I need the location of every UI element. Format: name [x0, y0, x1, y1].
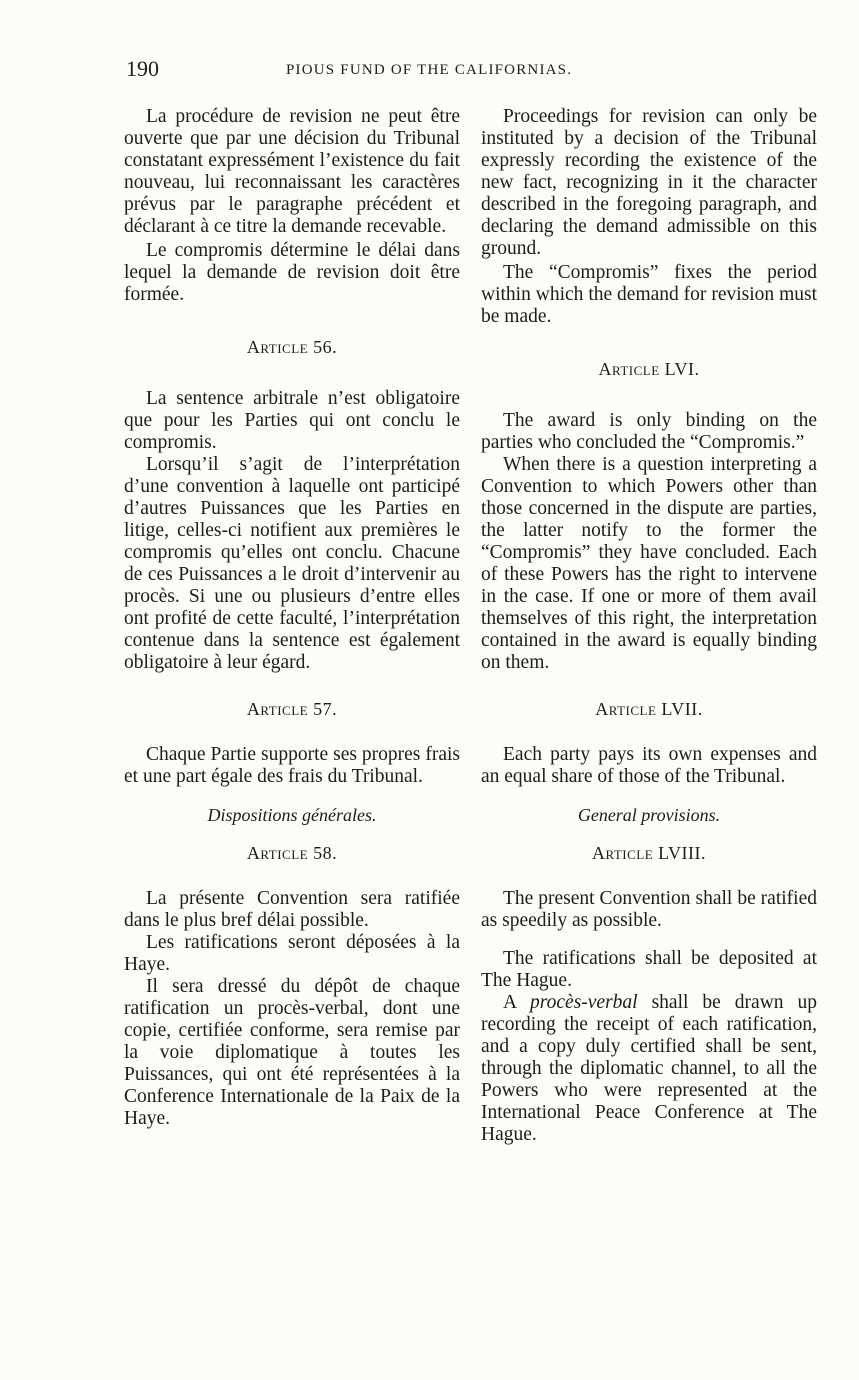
paragraph: La présente Convention sera ratifiée dans le plus bref délai possible. [124, 888, 460, 931]
article-heading: Article LVII. [595, 699, 703, 719]
paragraph: Proceedings for revision can only be instituted by a decision of the Tribunal expressly recording the existence of the new fact, recognizing in it the character described in the foregoing paragraph, and declaring the demand admissible on this ground. [481, 106, 817, 259]
paragraph: Le compromis détermine le délai dans lequel la demande de revision doit être formée. [124, 240, 460, 305]
paragraph: La sentence arbitrale n’est obligatoire que pour les Parties qui ont conclu le compromis. [124, 388, 460, 453]
text-span: A [503, 992, 517, 1013]
paragraph: When there is a question interpreting a Convention to which Powers other than those concerned in the dispute are parties, the latter notify to the former the “Compromis” they have concluded. Each of these Powers has the right to intervene in the case. If one or more of them avail themselves of this right, the interpretation contained in the award is equally binding on them. [481, 454, 817, 673]
article-heading: Article 58. [246, 843, 338, 863]
paragraph: The ratifications shall be deposited at The Hague. [481, 948, 817, 991]
paragraph: La procédure de revision ne peut être ouverte que par une décision du Tribunal constatant expressément l’existence du fait nouveau, lui reconnaissant les caractères prévus par le paragraphe précédent et déclarant à ce titre la demande recevable. [124, 106, 460, 237]
paragraph: The present Convention shall be ratified as speedily as possible. [481, 888, 817, 931]
page-number: 190 [126, 56, 159, 81]
paragraph: The award is only binding on the parties who concluded the “Compromis.” [481, 410, 817, 453]
italic-term: procès-verbal [530, 992, 638, 1013]
section-heading: General provisions. [577, 805, 721, 825]
article-heading: Article LVIII. [591, 843, 707, 863]
paragraph [481, 992, 817, 1146]
running-title: PIOUS FUND OF THE CALIFORNIAS. [286, 62, 573, 78]
article-heading: Article 57. [246, 699, 338, 719]
paragraph: Il sera dressé du dépôt de chaque ratification un procès-verbal, dont une copie, certifiée conforme, sera remise par la voie diplomatique à toutes les Puissances, qui ont été représentées à la Conference Internationale de la Paix de la Haye. [124, 976, 460, 1129]
text-span: shall be drawn up recording the receipt of each ratification, and a copy duly certified shall be sent, through the diplomatic channel, to all the Powers who were represented at the International Peace Conference at The Hague. [481, 992, 818, 1145]
article-heading: Article 56. [246, 337, 338, 357]
paragraph: Each party pays its own expenses and an equal share of those of the Tribunal. [481, 744, 817, 787]
paragraph: Chaque Partie supporte ses propres frais et une part égale des frais du Tribunal. [124, 744, 460, 787]
page-header [126, 56, 826, 86]
english-column [481, 106, 817, 1146]
paragraph: Les ratifications seront déposées à la Haye. [124, 932, 460, 975]
french-column [124, 106, 460, 1130]
paragraph: Lorsqu’il s’agit de l’interprétation d’une convention à laquelle ont participé d’autres Puissances que les Parties en litige, celles-ci notifient aux premières le compromis qu’elles ont conclu. Chacune de ces Puissances a le droit d’intervenir au procès. Si une ou plusieurs d’entre elles ont profité de cette faculté, l’interprétation contenue dans la sentence est également obligatoire à leur égard. [124, 454, 460, 673]
paragraph: The “Compromis” fixes the period within which the demand for revision must be made. [481, 262, 817, 327]
section-heading: Dispositions générales. [207, 805, 377, 825]
article-heading: Article LVI. [598, 359, 700, 379]
